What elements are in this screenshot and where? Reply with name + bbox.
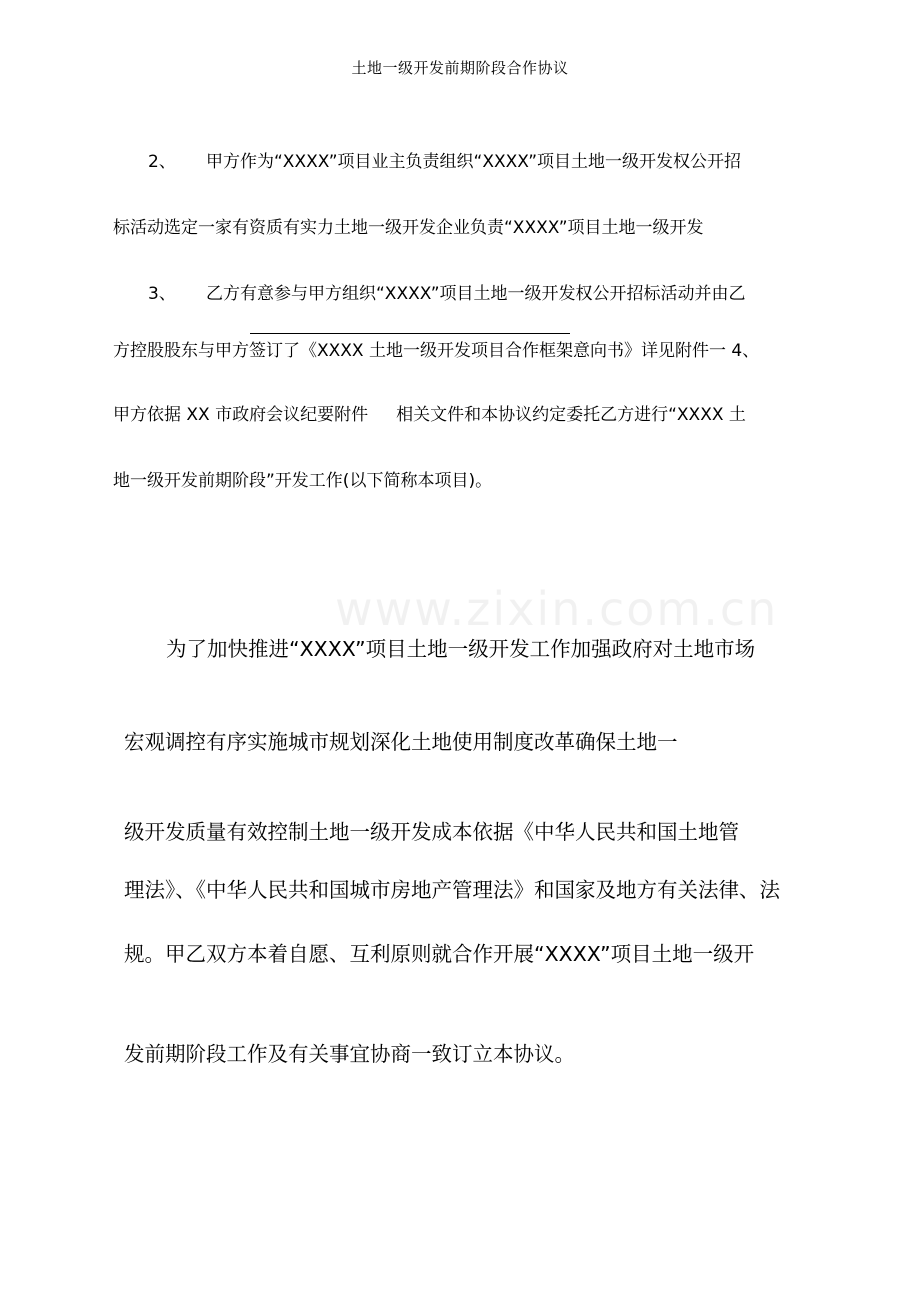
clause-2-text-1: 甲方作为“XXXX”项目业主负责组织“XXXX”项目土地一级开发权公开招 (206, 152, 742, 172)
clause-2-line-1 (148, 150, 741, 174)
underline-rule (250, 333, 570, 334)
clause-4-text-1a: 甲方依据 XX 市政府会议纪要附件 (113, 405, 369, 425)
preamble-line-6: 发前期阶段工作及有关事宜协商一致订立本协议。 (124, 1042, 575, 1066)
preamble-line-2: 宏观调控有序实施城市规划深化土地使用制度改革确保土地一 (124, 730, 678, 754)
preamble-line-3: 级开发质量有效控制土地一级开发成本依据《中华人民共和国土地管 (124, 820, 739, 844)
clause-2-number: 2、 (148, 152, 176, 172)
clause-3-line-1 (148, 282, 746, 306)
clause-2-line-2: 标活动选定一家有资质有实力土地一级开发企业负责“XXXX”项目土地一级开发 (113, 218, 704, 238)
clause-3-text-1: 乙方有意参与甲方组织“XXXX”项目土地一级开发权公开招标活动并由乙 (206, 284, 746, 304)
clause-4-line-1 (113, 403, 746, 427)
preamble-line-5: 规。甲乙双方本着自愿、互利原则就合作开展“XXXX”项目土地一级开 (124, 942, 755, 966)
clause-4-line-2: 地一级开发前期阶段”开发工作(以下简称本项目)。 (113, 471, 493, 491)
clause-4-text-1b: 相关文件和本协议约定委托乙方进行“XXXX 土 (396, 405, 746, 425)
site-watermark: www.zixin.com.cn (335, 582, 779, 636)
preamble-line-1: 为了加快推进“XXXX”项目土地一级开发工作加强政府对土地市场 (166, 637, 756, 661)
preamble-line-4: 理法》、《中华人民共和国城市房地产管理法》和国家及地方有关法律、法 (124, 878, 780, 902)
page-header-title: 土地一级开发前期阶段合作协议 (351, 59, 569, 77)
clause-3-number: 3、 (148, 284, 176, 304)
clause-3-line-2: 方控股股东与甲方签订了《XXXX 土地一级开发项目合作框架意向书》详见附件一 4、 (113, 341, 760, 361)
